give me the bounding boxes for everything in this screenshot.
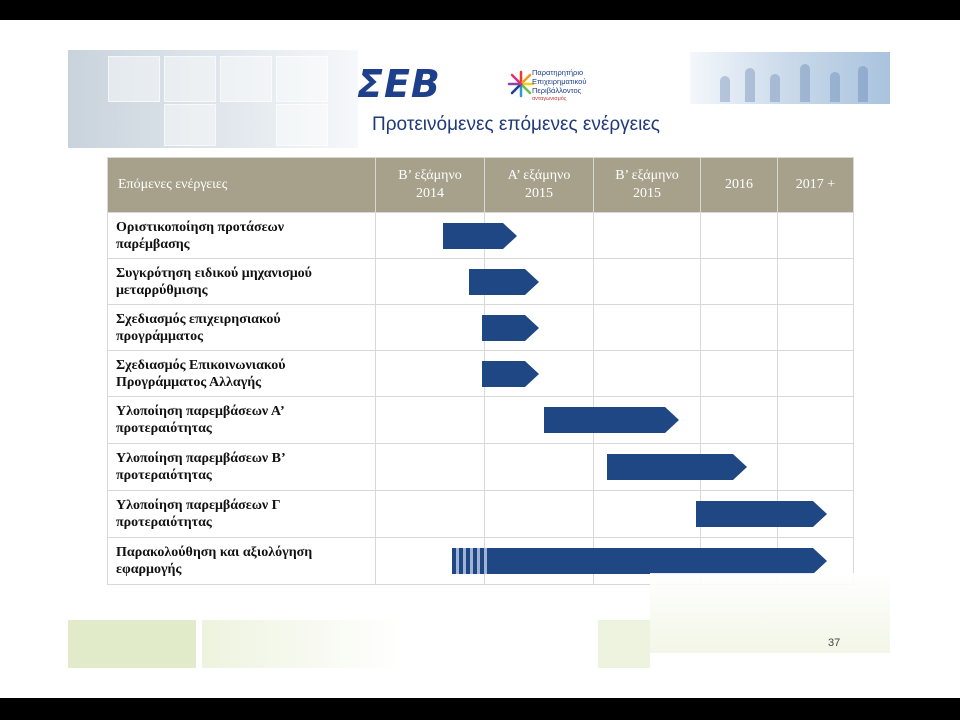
task-label-line: προτεραιότητας bbox=[116, 515, 212, 530]
page-number: 37 bbox=[828, 637, 841, 649]
gantt-row bbox=[108, 351, 854, 397]
banner-photo-left bbox=[68, 50, 358, 148]
task-label-line: Σχεδιασμός επιχειρησιακού bbox=[116, 311, 281, 327]
gantt-row bbox=[108, 397, 854, 444]
task-label-line: Σχεδιασμός Επικοινωνιακού bbox=[116, 357, 286, 373]
gantt-bar bbox=[482, 361, 525, 387]
gantt-row bbox=[108, 305, 854, 351]
gantt-bar bbox=[443, 223, 503, 249]
column-header-line: 2015 bbox=[633, 186, 661, 201]
logo-tagline bbox=[532, 68, 632, 104]
column-header-line: Β’ εξάμηνο bbox=[398, 168, 462, 183]
bar-stripe bbox=[484, 548, 487, 574]
task-label-line: προτεραιότητας bbox=[116, 468, 212, 483]
task-label-line: Υλοποίηση παρεμβάσεων Β’ bbox=[116, 451, 286, 466]
column-header bbox=[594, 158, 701, 213]
task-label-line: Υλοποίηση παρεμβάσεων Α’ bbox=[116, 404, 285, 419]
column-header-line: 2017 + bbox=[795, 177, 836, 192]
task-label-line: Υλοποίηση παρεμβάσεων Γ bbox=[116, 498, 281, 513]
gantt-bar bbox=[544, 407, 665, 433]
column-header bbox=[376, 158, 485, 213]
starburst-icon bbox=[507, 70, 535, 98]
column-header bbox=[778, 158, 854, 213]
column-header-line: 2014 bbox=[416, 186, 444, 201]
slide-title: Προτεινόμενες επόμενες ενέργειες bbox=[372, 114, 660, 135]
task-label-line: Οριστικοποίηση προτάσεων bbox=[116, 219, 285, 235]
bar-stripe bbox=[456, 548, 459, 574]
task-label-line: προγράμματος bbox=[116, 328, 204, 344]
column-header bbox=[108, 158, 376, 213]
gantt-header-row bbox=[108, 158, 854, 213]
gantt-bar bbox=[469, 269, 525, 295]
task-label-line: Προγράμματος Αλλαγής bbox=[116, 374, 262, 390]
task-label-line: Συγκρότηση ειδικού μηχανισμού bbox=[116, 265, 312, 281]
column-header-line: 2016 bbox=[725, 177, 753, 192]
gantt-bar bbox=[482, 315, 525, 341]
bar-stripe bbox=[477, 548, 480, 574]
column-header-line: Β’ εξάμηνο bbox=[615, 168, 679, 183]
task-label bbox=[108, 538, 376, 585]
banner-photo-right bbox=[690, 52, 890, 104]
slide bbox=[0, 20, 960, 698]
logo-tagline-line: Περιβάλλοντος bbox=[532, 86, 582, 95]
gantt-bar bbox=[696, 501, 813, 527]
logo-tagline-line: Παρατηρητήριο bbox=[532, 68, 584, 77]
seb-logo bbox=[357, 62, 617, 112]
task-label bbox=[108, 213, 376, 259]
column-header-line: Επόμενες ενέργειες bbox=[118, 177, 228, 192]
task-label bbox=[108, 444, 376, 491]
task-label bbox=[108, 351, 376, 397]
gantt-bar bbox=[452, 548, 813, 574]
logo-tagline-line: Επιχειρηματικού bbox=[532, 77, 587, 86]
column-header-line: 2015 bbox=[525, 186, 553, 201]
task-label-line: Παρακολούθηση και αξιολόγηση bbox=[116, 545, 313, 560]
column-header bbox=[701, 158, 778, 213]
task-label bbox=[108, 491, 376, 538]
column-header bbox=[485, 158, 594, 213]
task-label bbox=[108, 259, 376, 305]
task-label bbox=[108, 305, 376, 351]
task-label-line: εφαρμογής bbox=[116, 562, 182, 577]
footer-band bbox=[68, 620, 890, 668]
task-label-line: μεταρρύθμισης bbox=[116, 282, 208, 298]
column-header-line: Α’ εξάμηνο bbox=[507, 168, 571, 183]
task-label-line: παρέμβασης bbox=[116, 236, 190, 252]
gantt-bar bbox=[607, 454, 732, 480]
bar-stripe bbox=[470, 548, 473, 574]
task-label-line: προτεραιότητας bbox=[116, 421, 212, 436]
bar-stripe bbox=[463, 548, 466, 574]
logo-small-text: ανταγωνισμός bbox=[532, 96, 567, 102]
logo-text: ΣΕΒ bbox=[357, 62, 441, 106]
task-label bbox=[108, 397, 376, 444]
